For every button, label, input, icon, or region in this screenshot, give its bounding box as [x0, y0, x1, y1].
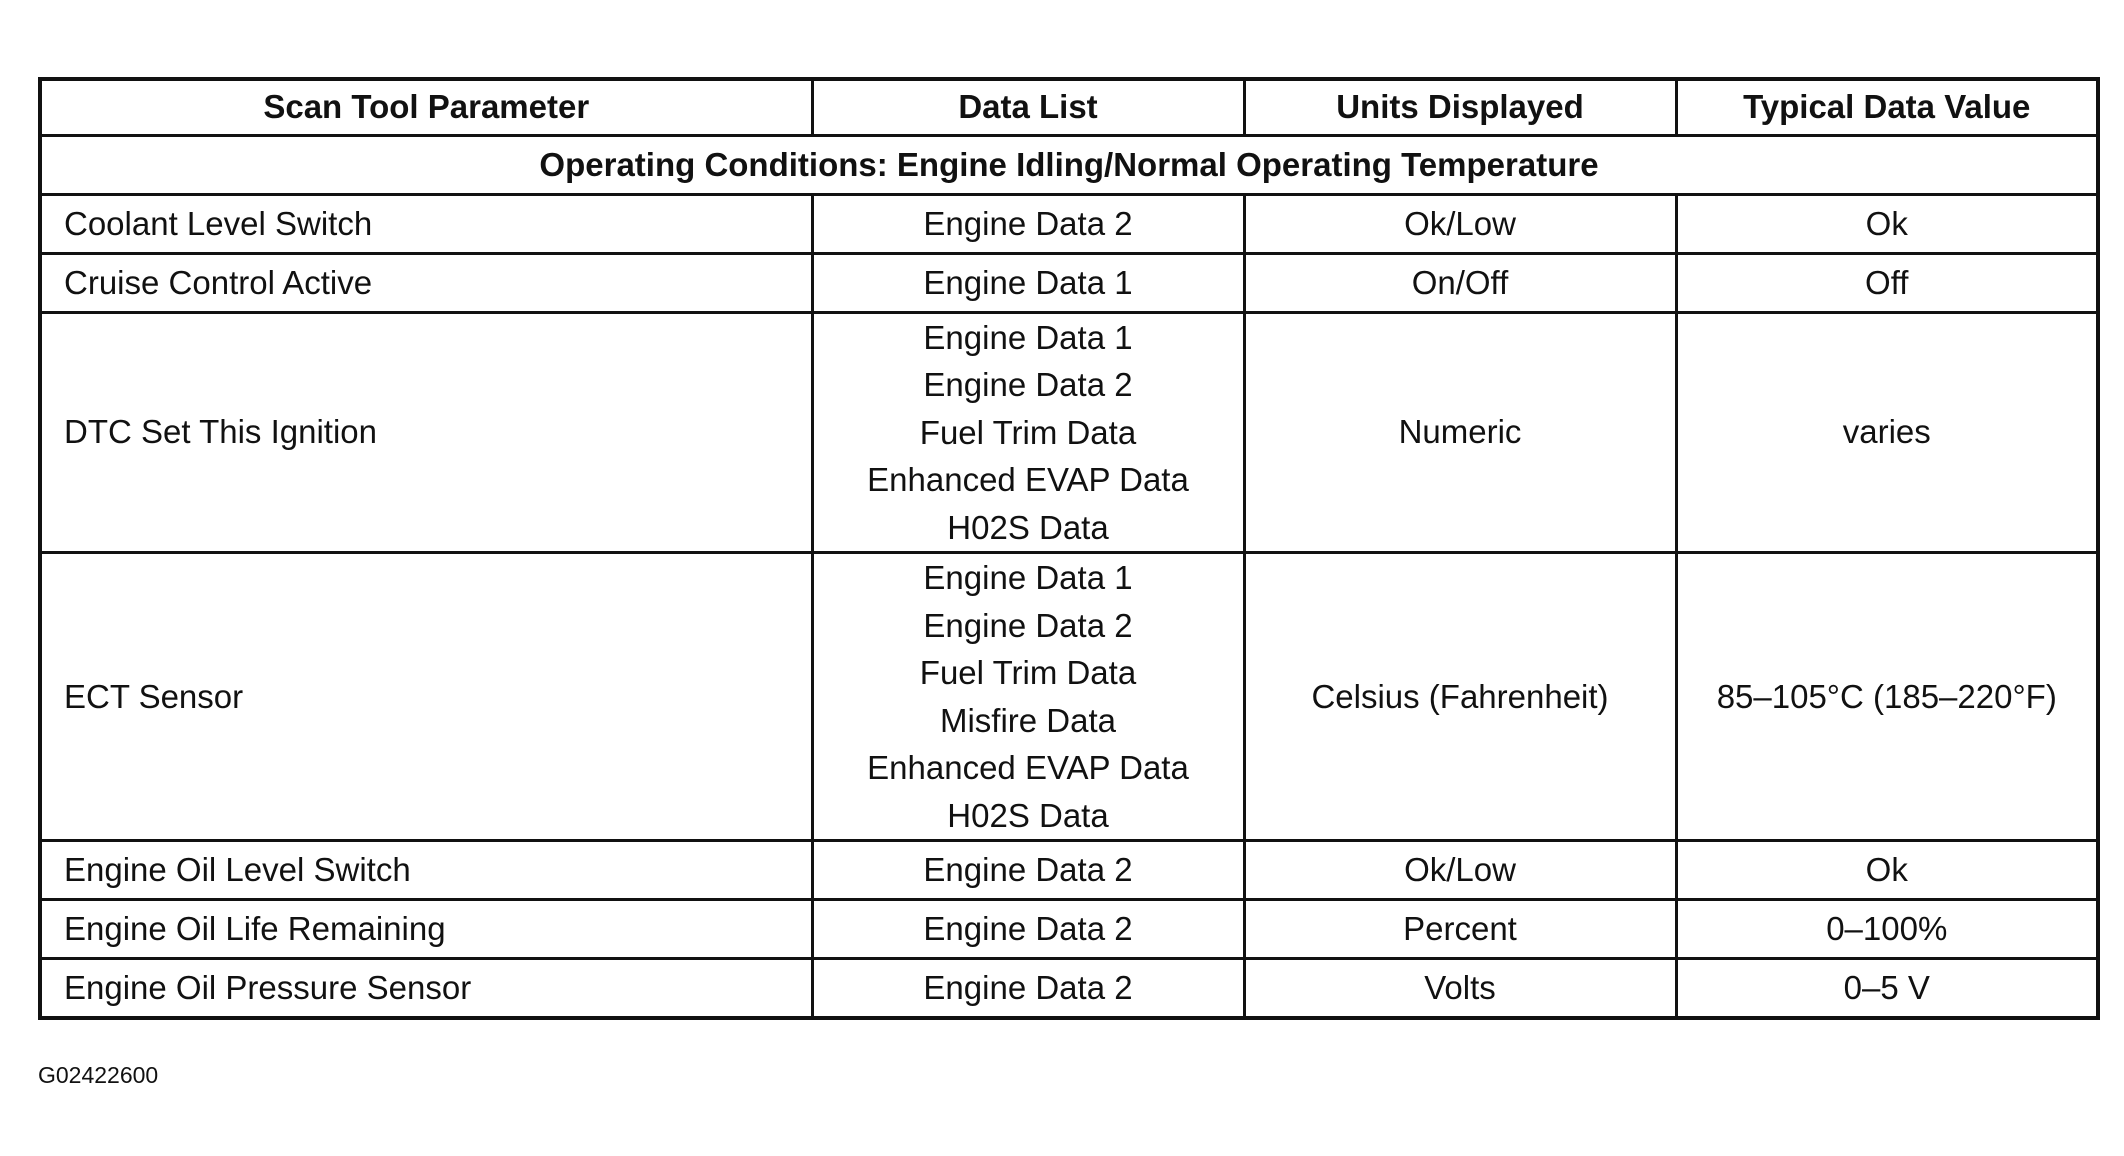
data-list-item: Misfire Data [939, 701, 1117, 739]
typical-value-cell: Ok [1676, 194, 2098, 253]
section-title: Operating Conditions: Engine Idling/Normal Operating Temperature [40, 135, 2098, 194]
data-list-cell [812, 312, 1244, 553]
data-list-item: Engine Data 2 [923, 204, 1133, 242]
table-row [40, 553, 2098, 841]
typical-value-cell: 0–5 V [1676, 959, 2098, 1018]
data-list-item: Engine Data 1 [923, 263, 1133, 301]
parameter-cell: Cruise Control Active [40, 253, 812, 312]
typical-value-cell: varies [1676, 312, 2098, 553]
scan-tool-data-table [38, 77, 2100, 1020]
typical-value-cell: 0–100% [1676, 900, 2098, 959]
data-list-cell [812, 841, 1244, 900]
units-cell: Ok/Low [1244, 194, 1676, 253]
data-list-cell [812, 553, 1244, 841]
units-cell: Ok/Low [1244, 841, 1676, 900]
data-list-item: H02S Data [947, 796, 1109, 834]
data-list-item: Engine Data 1 [923, 559, 1133, 596]
typical-value-cell: Off [1676, 253, 2098, 312]
units-cell: On/Off [1244, 253, 1676, 312]
data-list-cell [812, 194, 1244, 253]
table-row [40, 312, 2098, 553]
table-row [40, 253, 2098, 312]
units-cell: Percent [1244, 900, 1676, 959]
data-list-item: Enhanced EVAP Data [867, 461, 1189, 498]
header-scan-tool-parameter: Scan Tool Parameter [40, 79, 812, 135]
section-row [40, 135, 2098, 194]
header-row [40, 79, 2098, 135]
units-cell: Celsius (Fahrenheit) [1244, 553, 1676, 841]
header-units-displayed: Units Displayed [1244, 79, 1676, 135]
typical-value-cell: 85–105°C (185–220°F) [1676, 553, 2098, 841]
parameter-cell: DTC Set This Ignition [40, 312, 812, 553]
table-row [40, 959, 2098, 1018]
table-row [40, 841, 2098, 900]
table-row [40, 194, 2098, 253]
data-list-item: Engine Data 2 [923, 366, 1133, 403]
units-cell: Volts [1244, 959, 1676, 1018]
header-typical-data-value: Typical Data Value [1676, 79, 2098, 135]
parameter-cell: Engine Oil Pressure Sensor [40, 959, 812, 1018]
data-list-item: H02S Data [947, 508, 1109, 546]
data-list-item: Engine Data 2 [923, 851, 1133, 889]
typical-value-cell: Ok [1676, 841, 2098, 900]
parameter-cell: Engine Oil Life Remaining [40, 900, 812, 959]
data-list-item: Engine Data 1 [923, 318, 1133, 356]
data-list-item: Fuel Trim Data [919, 413, 1137, 451]
data-list-item: Enhanced EVAP Data [867, 749, 1189, 786]
figure-code: G02422600 [38, 1062, 159, 1088]
header-data-list: Data List [812, 79, 1244, 135]
data-list-item: Engine Data 2 [923, 969, 1133, 1006]
data-list-item: Fuel Trim Data [919, 654, 1137, 691]
data-list-cell [812, 900, 1244, 959]
data-list-item: Engine Data 2 [923, 910, 1133, 948]
data-list-item: Engine Data 2 [923, 606, 1133, 644]
parameter-cell: Coolant Level Switch [40, 194, 812, 253]
parameter-cell: Engine Oil Level Switch [40, 841, 812, 900]
parameter-cell: ECT Sensor [40, 553, 812, 841]
table-row [40, 900, 2098, 959]
data-list-cell [812, 959, 1244, 1018]
data-list-cell [812, 253, 1244, 312]
units-cell: Numeric [1244, 312, 1676, 553]
